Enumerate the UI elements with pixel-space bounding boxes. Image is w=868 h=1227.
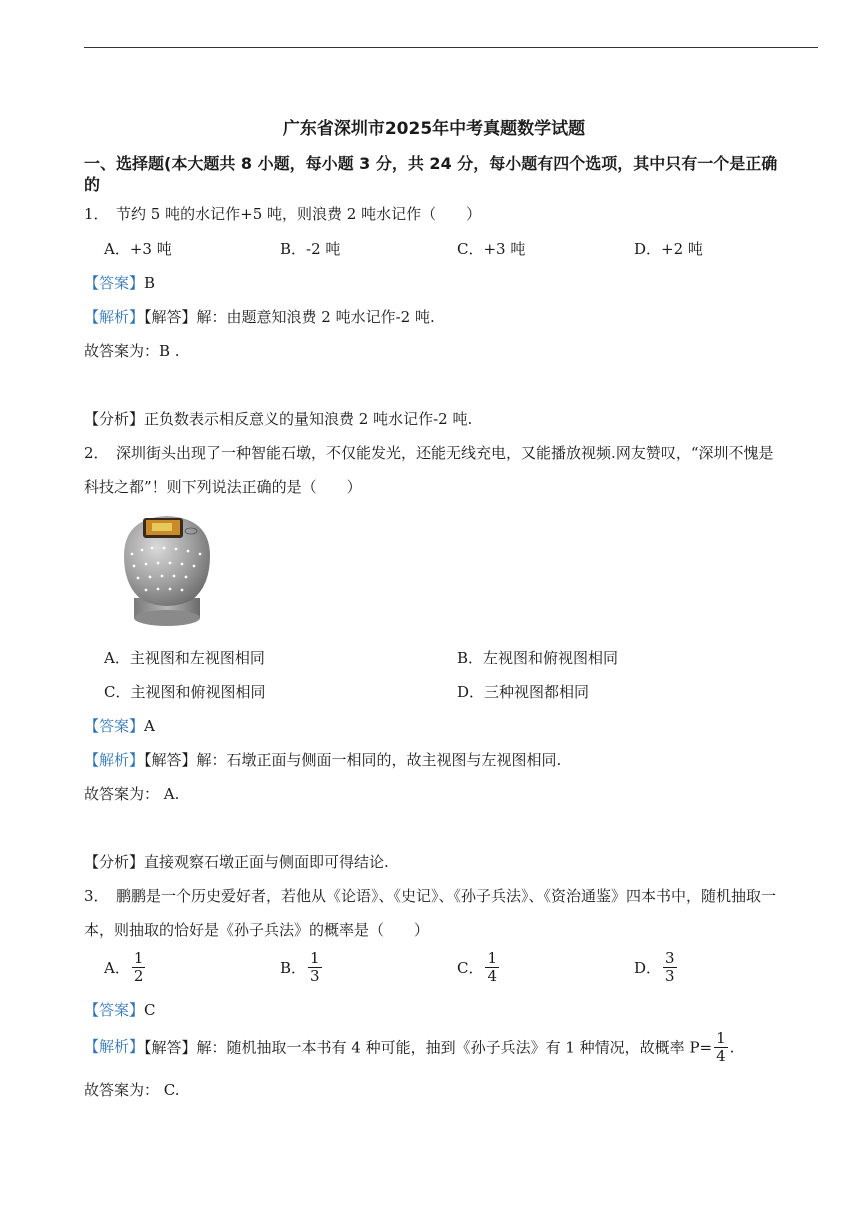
- analysis-tag: 【解析】: [84, 1037, 145, 1056]
- q1-stem: 1． 节约 5 吨的水记作+5 吨，则浪费 2 吨水记作（ ）: [84, 205, 482, 223]
- q1-answer: [84, 273, 155, 293]
- q2-fenxi: 【分析】直接观察石墩正面与侧面即可得结论.: [84, 853, 389, 871]
- q1-option-d: D．+2 吨: [634, 240, 703, 258]
- fraction-denominator: 4: [487, 967, 498, 985]
- page-title: 广东省深圳市2025年中考真题数学试题: [282, 119, 586, 139]
- q1-answer-value: B: [144, 274, 156, 292]
- q2-option-a: A．主视图和左视图相同: [104, 649, 265, 667]
- q3-option-a-label: A．: [104, 958, 130, 977]
- q1-fenxi: 【分析】正负数表示相反意义的量知浪费 2 吨水记作-2 吨.: [84, 410, 473, 428]
- q2-stem-line1: 2． 深圳街头出现了一种智能石墩，不仅能发光，还能无线充电，又能播放视频.网友赞叹，“深圳不愧是: [84, 444, 774, 462]
- q2-stem-line2: 科技之都”！则下列说法正确的是（ ）: [84, 478, 362, 496]
- q2-option-c: C．主视图和俯视图相同: [104, 683, 266, 701]
- q3-analysis-fraction: [714, 1030, 728, 1065]
- q3-option-d-label: D．: [634, 958, 662, 977]
- fraction-numerator: 1: [716, 1029, 726, 1047]
- q2-conclusion: 故答案为： A.: [84, 785, 180, 803]
- q3-option-a-fraction: [132, 950, 146, 985]
- q1-option-c: C．+3 吨: [457, 240, 526, 258]
- q2-option-b: B．左视图和俯视图相同: [457, 649, 619, 667]
- analysis-tag: 【解析】: [84, 308, 145, 326]
- q2-analysis-text: 【解答】解：石墩正面与侧面一相同的，故主视图与左视图相同.: [144, 751, 562, 769]
- q3-conclusion: 故答案为： C.: [84, 1081, 180, 1099]
- q1-conclusion: 故答案为：B .: [84, 342, 180, 360]
- smart-stone-image: [112, 506, 222, 636]
- fraction-denominator: 3: [310, 967, 320, 985]
- q3-option-c-fraction: [485, 950, 499, 985]
- section-heading-line1: 一、选择题(本大题共 8 小题，每小题 3 分，共 24 分，每小题有四个选项，其中只有一个是正确: [84, 154, 778, 173]
- q2-answer-value: A: [144, 717, 155, 735]
- fraction-numerator: 1: [133, 949, 144, 967]
- q3-answer: [84, 1000, 156, 1020]
- answer-tag: 【答案】: [84, 1001, 145, 1019]
- q2-analysis: [84, 750, 561, 770]
- fraction-numerator: 1: [487, 949, 498, 967]
- q1-analysis-text: 【解答】解：由题意知浪费 2 吨水记作-2 吨.: [144, 308, 435, 326]
- section-heading-line2: 的: [84, 175, 101, 194]
- q2-answer: [84, 716, 155, 736]
- q2-option-d: D．三种视图都相同: [457, 683, 590, 701]
- q3-option-a: [104, 950, 147, 985]
- q3-option-b-fraction: [308, 950, 322, 985]
- analysis-tag: 【解析】: [84, 751, 145, 769]
- answer-tag: 【答案】: [84, 717, 145, 735]
- q3-analysis: [84, 1030, 734, 1065]
- q3-option-b: [280, 950, 324, 985]
- q1-option-b: B．-2 吨: [280, 240, 341, 258]
- smart-stone-illustration: [112, 506, 222, 636]
- fraction-denominator: 4: [716, 1047, 726, 1065]
- q3-option-d-fraction: [663, 950, 677, 985]
- q3-option-c: [457, 950, 501, 985]
- fraction-denominator: 2: [133, 967, 144, 985]
- q3-stem-line2: 本，则抽取的恰好是《孙子兵法》的概率是（ ）: [84, 921, 430, 939]
- fraction-numerator: 3: [665, 949, 675, 967]
- q3-option-d: [634, 950, 679, 985]
- q3-stem-line1: 3． 鹏鹏是一个历史爱好者，若他从《论语》、《史记》、《孙子兵法》、《资治通鉴》四本书中，随机抽取一: [84, 887, 777, 905]
- q3-answer-value: C: [144, 1001, 156, 1019]
- q1-option-a: A．+3 吨: [104, 240, 172, 258]
- q3-analysis-text: 【解答】解：随机抽取一本书有 4 种可能，抽到《孙子兵法》有 1 种情况，故概率 P=: [144, 1038, 713, 1057]
- q3-option-c-label: C．: [457, 958, 484, 977]
- answer-tag: 【答案】: [84, 274, 145, 292]
- fraction-numerator: 1: [310, 949, 320, 967]
- q1-analysis: [84, 307, 435, 327]
- q3-analysis-end: .: [729, 1038, 735, 1057]
- q3-option-b-label: B．: [280, 958, 307, 977]
- header-rule: [84, 47, 818, 48]
- fraction-denominator: 3: [665, 967, 675, 985]
